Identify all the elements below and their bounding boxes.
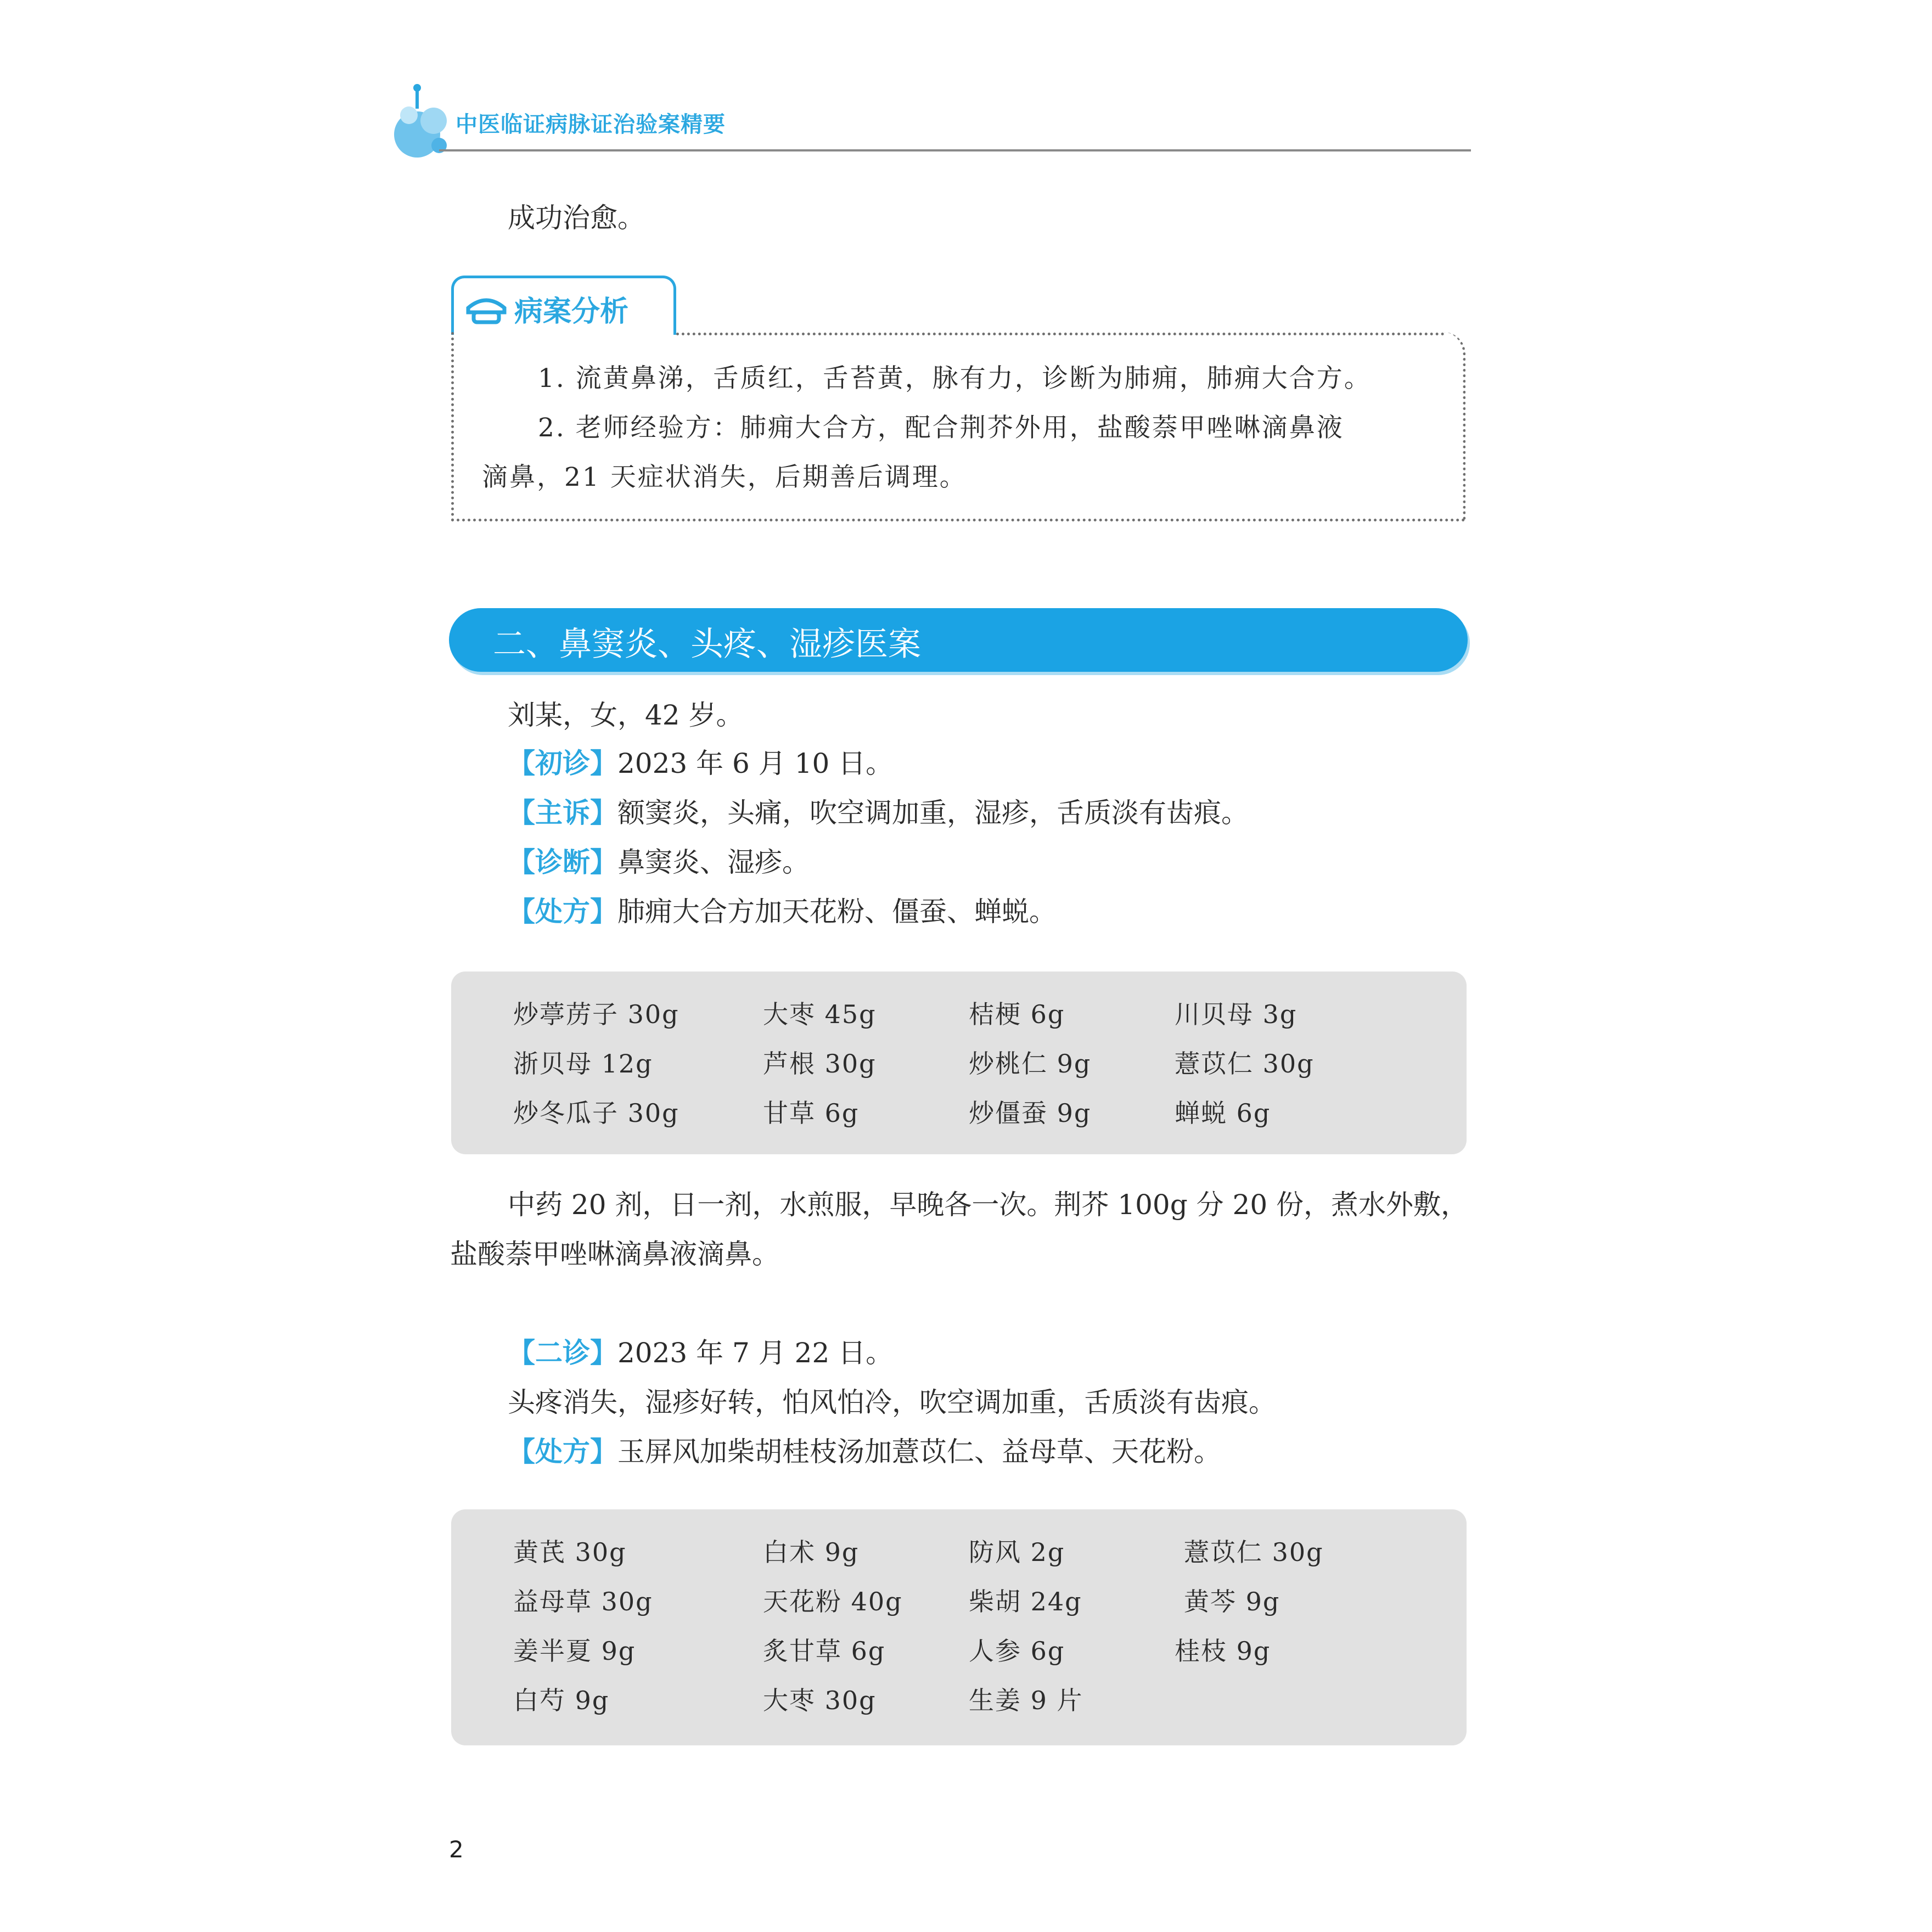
visit2-prescription-row bbox=[508, 1427, 1221, 1476]
herb-item: 蝉蜕 6g bbox=[1175, 1098, 1271, 1128]
visit2-status: 头疼消失，湿疹好转，怕风怕冷，吹空调加重，舌质淡有齿痕。 bbox=[508, 1386, 1276, 1418]
herb-item: 炒冬瓜子 30g bbox=[513, 1098, 679, 1128]
page-number: 2 bbox=[449, 1836, 464, 1863]
visit1-complaint: 额窦炎，头痛，吹空调加重，湿疹，舌质淡有齿痕。 bbox=[617, 797, 1249, 829]
herb-item: 益母草 30g bbox=[513, 1587, 653, 1616]
herb-item: 天花粉 40g bbox=[763, 1587, 903, 1616]
herb-item: 姜半夏 9g bbox=[513, 1636, 636, 1666]
herb-item: 生姜 9 片 bbox=[969, 1686, 1083, 1715]
herb-item: 防风 2g bbox=[969, 1537, 1065, 1567]
herb-item: 黄芩 9g bbox=[1184, 1587, 1280, 1616]
herb-item: 人参 6g bbox=[969, 1636, 1065, 1666]
herb-item: 大枣 30g bbox=[763, 1686, 877, 1715]
section-banner bbox=[449, 608, 1468, 672]
section-title: 二、鼻窦炎、头疼、湿疹医案 bbox=[493, 625, 921, 664]
herb-item: 黄芪 30g bbox=[513, 1537, 627, 1567]
visit1-complaint-label: 【主诉】 bbox=[508, 797, 617, 829]
visit1-prescription: 肺痈大合方加天花粉、僵蚕、蝉蜕。 bbox=[617, 896, 1057, 928]
visit2-date-label: 【二诊】 bbox=[508, 1337, 617, 1369]
herb-item: 大枣 45g bbox=[763, 999, 877, 1029]
herb-item: 薏苡仁 30g bbox=[1184, 1537, 1324, 1567]
visit1-prescription-label: 【处方】 bbox=[508, 896, 617, 928]
visit1-complaint-row bbox=[508, 788, 1249, 838]
visit1-diagnosis: 鼻窦炎、湿疹。 bbox=[617, 846, 810, 878]
herb-item: 炒桃仁 9g bbox=[969, 1049, 1092, 1079]
visit1-herb-table bbox=[451, 971, 1467, 1154]
visit1-instructions-line-1: 中药 20 剂，日一剂，水煎服，早晚各一次。荆芥 100g 分 20 份，煮水外敷， bbox=[508, 1189, 1469, 1221]
visit1-instructions-line-2: 盐酸萘甲唑啉滴鼻液滴鼻。 bbox=[450, 1238, 779, 1270]
herb-item: 甘草 6g bbox=[763, 1098, 860, 1128]
visit2-prescription: 玉屏风加柴胡桂枝汤加薏苡仁、益母草、天花粉。 bbox=[617, 1436, 1221, 1468]
header-title: 中医临证病脉证治验案精要 bbox=[456, 112, 726, 137]
visit2-prescription-label: 【处方】 bbox=[508, 1436, 617, 1468]
analysis-tab bbox=[451, 276, 676, 335]
visit1-date-row bbox=[508, 739, 893, 788]
visit2-herb-table bbox=[451, 1509, 1467, 1745]
visit2-date: 2023 年 7 月 22 日。 bbox=[617, 1337, 894, 1369]
herb-item: 浙贝母 12g bbox=[513, 1049, 653, 1079]
analysis-line-3: 滴鼻，21 天症状消失，后期善后调理。 bbox=[482, 462, 967, 492]
visit1-prescription-row bbox=[508, 887, 1057, 936]
herb-item: 桂枝 9g bbox=[1175, 1636, 1271, 1666]
herb-item: 炙甘草 6g bbox=[763, 1636, 886, 1666]
analysis-line-1: 1. 流黄鼻涕，舌质红，舌苔黄，脉有力，诊断为肺痈，肺痈大合方。 bbox=[538, 363, 1372, 394]
visit1-diagnosis-label: 【诊断】 bbox=[508, 846, 617, 878]
herb-item: 白芍 9g bbox=[513, 1686, 610, 1715]
herb-item: 薏苡仁 30g bbox=[1175, 1049, 1315, 1079]
herb-item: 芦根 30g bbox=[763, 1049, 877, 1079]
herb-item: 白术 9g bbox=[763, 1537, 860, 1567]
herb-item: 桔梗 6g bbox=[969, 999, 1065, 1029]
patient-line: 刘某，女，42 岁。 bbox=[508, 699, 744, 731]
visit1-date-label: 【初诊】 bbox=[508, 748, 617, 779]
graduation-cap-icon bbox=[465, 294, 508, 327]
visit1-diagnosis-row bbox=[508, 838, 810, 887]
visit1-date: 2023 年 6 月 10 日。 bbox=[617, 748, 894, 779]
intro-line: 成功治愈。 bbox=[508, 202, 645, 234]
herb-item: 柴胡 24g bbox=[969, 1587, 1082, 1616]
analysis-tab-label: 病案分析 bbox=[514, 295, 629, 328]
herb-item: 炒僵蚕 9g bbox=[969, 1098, 1092, 1128]
herb-item: 川贝母 3g bbox=[1175, 999, 1298, 1029]
visit2-date-row bbox=[508, 1328, 893, 1378]
header-rule bbox=[439, 149, 1471, 151]
herb-item: 炒葶苈子 30g bbox=[513, 999, 679, 1029]
analysis-line-2: 2. 老师经验方：肺痈大合方，配合荆芥外用，盐酸萘甲唑啉滴鼻液 bbox=[538, 413, 1344, 443]
